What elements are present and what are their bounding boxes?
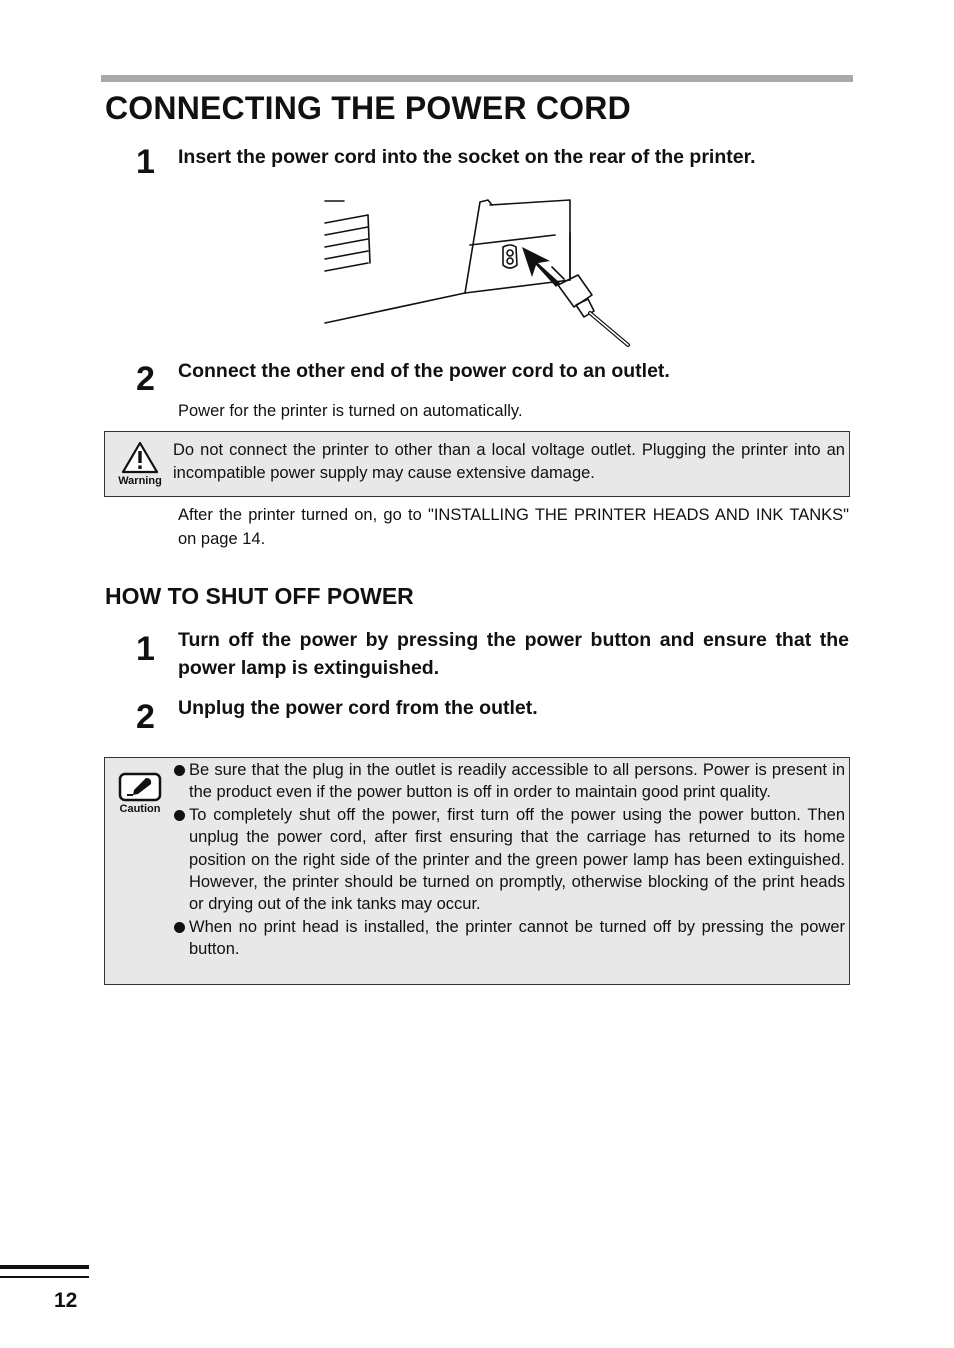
caution-item-text: To completely shut off the power, first turn off the power using the power button. Then unplug the power cord, after first ensuring that the carriage has returned to its home position on the right side of the printer and the green power lamp has been extinguished. However, the printer should be turned on promptly, otherwise blocking of the print heads or drying out of the ink tanks may occur. (189, 805, 845, 914)
warning-icon-block (111, 441, 169, 487)
step-note: Power for the printer is turned on automatically. (178, 402, 523, 420)
bullet-icon (174, 765, 185, 776)
bullet-icon (174, 922, 185, 933)
footer-rule-thick (0, 1265, 89, 1269)
warning-label: Warning (118, 475, 162, 487)
after-note: After the printer turned on, go to "INSTALLING THE PRINTER HEADS AND INK TANKS" on page 14. (178, 506, 849, 548)
power-cord-illustration (320, 195, 640, 350)
caution-label: Caution (119, 803, 161, 815)
list-item (173, 804, 845, 916)
footer-rule-thin (0, 1276, 89, 1278)
caution-pen-icon (118, 772, 162, 802)
caution-item-text: Be sure that the plug in the outlet is readily accessible to all persons. Power is present in the product even if the power button is off in order to maintain good print quality. (189, 761, 845, 802)
step-instruction-1: Insert the power cord into the socket on the rear of the printer. (178, 146, 756, 168)
warning-triangle-icon (121, 441, 159, 474)
step-instruction-2: Connect the other end of the power cord to an outlet. (178, 360, 670, 382)
page-title: CONNECTING THE POWER CORD (105, 90, 631, 126)
list-item (173, 759, 845, 804)
shutoff-step-number-2: 2 (136, 698, 155, 736)
caution-item-text: When no print head is installed, the printer cannot be turned off by pressing the power button. (189, 917, 845, 959)
caution-list (173, 759, 845, 961)
list-item (173, 916, 845, 961)
warning-box (104, 431, 850, 497)
caution-icon-block (111, 772, 169, 815)
power-cord-insertion-illustration-icon (320, 195, 640, 350)
shutoff-step-number-1: 1 (136, 630, 155, 668)
step-number-2: 2 (136, 360, 155, 398)
section-title: HOW TO SHUT OFF POWER (105, 583, 414, 609)
page-number: 12 (54, 1289, 78, 1312)
top-rule (101, 75, 853, 82)
warning-text: Do not connect the printer to other than a local voltage outlet. Plugging the printer into an incompatible power supply may cause extensive damage. (173, 441, 845, 482)
shutoff-step-instruction-2: Unplug the power cord from the outlet. (178, 697, 538, 719)
caution-box (104, 757, 850, 985)
step-number-1: 1 (136, 143, 155, 181)
bullet-icon (174, 810, 185, 821)
shutoff-step-instruction-1: Turn off the power by pressing the power button and ensure that the power lamp is extinguished. (178, 629, 849, 679)
